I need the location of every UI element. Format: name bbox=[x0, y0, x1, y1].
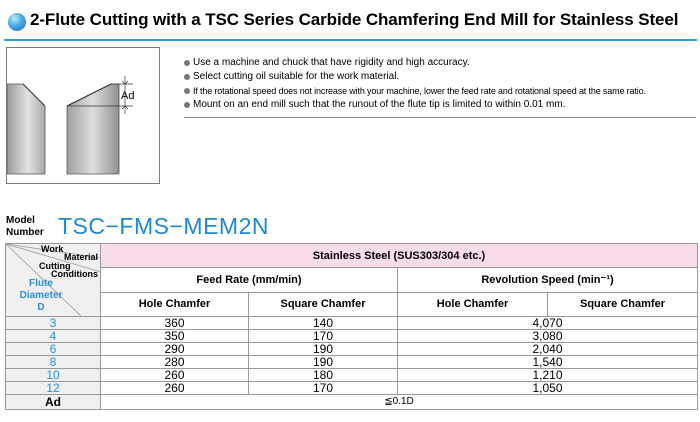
feed-square-cell: 170 bbox=[249, 330, 398, 343]
ad-dimension-label: Ad bbox=[121, 90, 135, 102]
note-item: Use a machine and chuck that have rigidity and high accuracy. bbox=[184, 56, 696, 70]
notes-divider bbox=[184, 117, 696, 118]
feed-hole-chamfer-header: Hole Chamfer bbox=[101, 292, 249, 316]
corner-flute-diameter-label bbox=[6, 278, 76, 314]
flute-diameter-cell: 3 bbox=[6, 317, 101, 330]
corner-d-label: D bbox=[37, 302, 45, 313]
feed-hole-cell: 290 bbox=[101, 343, 249, 356]
model-label-line2: Number bbox=[6, 227, 44, 238]
table-row bbox=[6, 317, 698, 330]
speed-cell: 1,540 bbox=[398, 356, 698, 369]
note-item: Select cutting oil suitable for the work material. bbox=[184, 70, 696, 84]
material-header: Stainless Steel (SUS303/304 etc.) bbox=[101, 244, 698, 268]
table-row bbox=[6, 330, 698, 343]
table-row bbox=[6, 356, 698, 369]
feed-hole-cell: 350 bbox=[101, 330, 249, 343]
speed-square-chamfer-header: Square Chamfer bbox=[548, 292, 698, 316]
corner-flute-label: Flute bbox=[29, 278, 53, 289]
flute-diameter-cell: 12 bbox=[6, 382, 101, 395]
page-title: 2-Flute Cutting with a TSC Series Carbide Chamfering End Mill for Stainless Steel bbox=[30, 10, 679, 29]
model-label-line1: Model bbox=[6, 215, 35, 226]
feed-hole-cell: 280 bbox=[101, 356, 249, 369]
speed-cell: 3,080 bbox=[398, 330, 698, 343]
flute-diameter-cell: 4 bbox=[6, 330, 101, 343]
corner-cutting-label: Cutting bbox=[39, 261, 71, 271]
ad-value-cell: ≦0.1D bbox=[101, 395, 698, 410]
note-item: Mount on an end mill such that the runout of the flute tip is limited to within 0.01 mm. bbox=[184, 98, 696, 112]
feed-square-cell: 180 bbox=[249, 369, 398, 382]
chamfer-diagram-drawing bbox=[7, 48, 159, 183]
flute-diameter-cell: 6 bbox=[6, 343, 101, 356]
feed-square-cell: 170 bbox=[249, 382, 398, 395]
speed-cell: 1,210 bbox=[398, 369, 698, 382]
corner-material-label: Material bbox=[64, 252, 99, 262]
corner-work-label: Work bbox=[41, 244, 64, 254]
usage-notes bbox=[184, 56, 696, 112]
feed-rate-header: Feed Rate (mm/min) bbox=[101, 268, 398, 292]
model-code: TSC−FMS−MEM2N bbox=[58, 213, 269, 239]
feed-hole-cell: 260 bbox=[101, 369, 249, 382]
speed-cell: 2,040 bbox=[398, 343, 698, 356]
speed-cell: 4,070 bbox=[398, 317, 698, 330]
speed-hole-chamfer-header: Hole Chamfer bbox=[398, 292, 548, 316]
feed-square-chamfer-header: Square Chamfer bbox=[249, 292, 398, 316]
note-item: If the rotational speed does not increase with your machine, lower the feed rate and rotational speed at the same ratio. bbox=[184, 84, 696, 98]
corner-conditions-label: Conditions bbox=[51, 269, 98, 279]
table-corner-header bbox=[6, 244, 101, 317]
model-number-label bbox=[6, 215, 44, 239]
title-underline bbox=[4, 39, 697, 41]
flute-diameter-cell: 10 bbox=[6, 369, 101, 382]
revolution-speed-header: Revolution Speed (min⁻¹) bbox=[398, 268, 698, 292]
flute-diameter-cell: 8 bbox=[6, 356, 101, 369]
feed-square-cell: 190 bbox=[249, 343, 398, 356]
speed-cell: 1,050 bbox=[398, 382, 698, 395]
ad-row bbox=[6, 395, 698, 410]
feed-square-cell: 190 bbox=[249, 356, 398, 369]
feed-square-cell: 140 bbox=[249, 317, 398, 330]
table-row bbox=[6, 382, 698, 395]
chamfer-diagram bbox=[6, 47, 160, 184]
bullet-circle-icon bbox=[8, 13, 26, 31]
feed-hole-cell: 260 bbox=[101, 382, 249, 395]
feed-hole-cell: 360 bbox=[101, 317, 249, 330]
table-row bbox=[6, 343, 698, 356]
title-row bbox=[4, 4, 698, 34]
model-number-block bbox=[6, 213, 306, 243]
cutting-conditions-table bbox=[5, 243, 698, 410]
table-row bbox=[6, 369, 698, 382]
corner-diameter-label: Diameter bbox=[19, 290, 63, 301]
ad-label-cell: Ad bbox=[6, 395, 101, 410]
